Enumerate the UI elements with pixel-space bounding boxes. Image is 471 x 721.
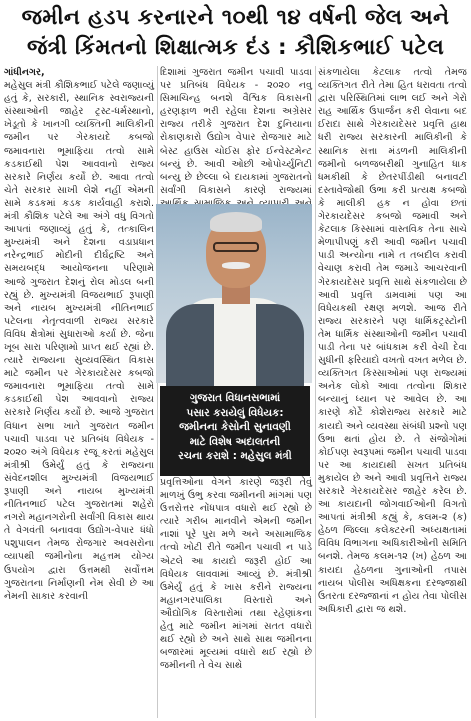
article-text-column-3: સંકળાયેલા કેટલાક તત્વો તેમજ વ્યક્તિગત રીતે તેમા હિત ધરાવતા તત્વો દ્વારા પરિસ્થિતિમાં લાભ લઈ અને ગેરો રાહ આર્થિક ઉપાર્જન કરી લેવાના બદ ઈરાદા સાથે ગેરકાયદેસર પ્રવૃત્તિ હાથ ધરી રાજ્ય સરકારની માલિકીની કે સ્થાનિક સત્તા મંડળની માલિકીની જમીનો બળજબરીથી ગુનાહિત ધાક ધમકીથી કે છેતરપીંડીથી બનાવટી દસ્તાવેજોથી ઉભા કરી પ્રત્યક્ષ કબજો કે માલીકી હક ન હોવા છતાં ગેરકાયદેસર કબજો જમાવી અને કેટલાક કિસ્સામાં વાસ્તવિક તેના સાચે મેળાપીપણું કરી આવી જમીન પચાવી પાડી અન્યોના નામે ત તબદીલ કરાવી વેચાણ કરાવી તેમ જમાડે આચરવાની ગેરકાયદેસર પ્રવૃત્તિ સાથે સંકળાયેલા છે આવી પ્રવૃત્તિ ડામવામાં પણ આ વિધેયકથી રક્ષણ મળશે. આજ રીતે રાજ્ય સરકારને પણ ધાર્મિકટ્રસ્ટોની તેમ ધાર્મિક સંસ્થાઓની જમીન પચાવી પાડી તેના પર બાંધકામ કરી વેચી દેવા સુધીની ફરિયાદો વખતો વખત મળેલ છે. વ્યક્તિગત કિસ્સાઓમાં પણ રાજ્યમાં અનેક લોકો આવા તત્વોના શિકાર બન્યાનું ધ્યાન પર આવેલ છે. આ કારણે કોર્ટે કોશેરાજ્ય સરકારે માટે કાયદો અને વ્યવસ્થા સંબંધી પ્રશ્નો પણ ઉભા થતાં હોય છે. તે સંજોગોમાં કોઈપણ સ્વરૂપમાં જમીન પચાવી પાડવા પર આ કાયદાથી સખત પ્રતિબંધ મુકાયેલ છે અને આવી પ્રવૃત્તિને રાજ્ય સરકારે ગેરકાયદેસર જાહેર કરેલ છે. આ કાયદાની જોગવાઈઓની વિગતો આપતાં મંત્રીશ્રી કહ્યું કે, કલમ-૨ (ક) હેઠળ જિલ્લા કલેક્ટરની અધ્યક્ષતામાં વિવિધ વિભાગના અધિકારીઓની સમિતિ બનશે. તેમજ કલમ-૧૨ (ખ) હેઠળ આ કાયદા હેઠળના ગુનાઓની તપાસ નાયબ પોલીસ અધિક્ષકના દરજ્જાથી ઉતરતા દરજ્જાનાં ન હોય તેવા પોલીસ અધિકારી દ્વારા જ થશે.: [318, 67, 467, 615]
caption-line: જમીનના કેસોની સુનાવણી: [179, 421, 291, 433]
column-divider: [157, 66, 158, 718]
headline-line-2: જંત્રી કિંમતનો શિક્ષાત્મક દંડ : કૌશિકભાઈ પટેલ: [26, 35, 445, 60]
headline-line-1: જમીન હડપ કરનારને ૧૦થી ૧૪ વર્ષની જેલ અને: [21, 5, 450, 30]
caption-line: ગુજરાત વિધાનસભામાં: [189, 392, 281, 404]
article-text-column-2-bottom: પ્રવૃત્તિઓના વેગને કારણે જરૂરી તેવું માળખું ઉભુ કરવા જમીનની માંગમાં પણ ઉત્તરોત્તર નોંધપાત્ર વધારો થઈ રહ્યો છે ત્યારે ગરીબ માનવીને એમની જમીન નાશાં પૂરે પુરા મળે અને અસામાજિક તત્વો ખોટી રીતે જમીન પચાવી ન પાડે એટલે આ કાયદો જરૂરી હોઈ આ વિધેયક લાવવામાં આવ્યું છે. મંત્રીશ્રી ઉમેર્યું હતું કે ખાસ કરીને રાજ્યના મહાનગરપાલિકા વિસ્તારો અને ઔદ્યોગિક વિસ્તારોમાં તથા રહેણાંકના હેતુ માટે જમીન માંગમાં સતત વધારો થઈ રહ્યો છે અને સાથે સાથ જમીનના બજારમાં મૂલ્યમાં વધારો થઈ રહ્યો છે જમીનની તે વેચ સાથે: [160, 477, 312, 672]
photo-caption-box: [160, 386, 310, 476]
article-text-column-1: મહેસુલ મંત્રી કૌશિકભાઈ પટેલે જણાવ્યું હતું કે, સરકારી, સ્થાનિક સ્વરાજ્યની સંસ્થાઓની જાહેર ટ્રસ્ટ-ધર્મસ્થાનો, ખેડૂતો કે ખાનગી વ્યક્તિની માલિકીની જમીન પર ગેરકાયદે કબજો જમાવનારા ભૂમાફિયા તત્વો સામે કડકાઈથી પેશ આવવાનો રાજ્ય સરકારે નિર્ણય કર્યો છે. આવા તત્વો ચેતે સરકાર સાખી લેશે નહીં એમની સામે કડકમાં કડક કાર્યવાહી કરાશે. મંત્રી કૌશિક પટેલે આ અંગે વધુ વિગતો આપતાં જણાવ્યું હતું કે, તત્કાલિન મુખ્યમંત્રી અને દેશના વડાપ્રધાન નરેન્દ્રભાઈ મોદીની દીર્ઘદ્રષ્ટિ અને સમયબદ્ધ આયોજનના પરિણામે આજે ગુજરાત દેશનું રોલ મોડલ બની રહ્યું છે. મુખ્યમંત્રી વિજયભાઈ રૂપાણી અને નાયબ મુખ્યમંત્રી નીતિનભાઈ પટેલના નેતૃત્વવાળી રાજ્ય સરકારે વિવિધ ક્ષેત્રોમાં સુધારાઓ કર્યા છે. જેના ખૂબ સારા પરિણામો પ્રાપ્ત થઈ રહ્યાં છે. ત્યારે રાજ્યના સુવ્યવસ્થિત વિકાસ માટે જમીન પર ગેરકાયદેસર કબજો જમાવનારા ભૂમાફિયા તત્વો સામે કડકાઈથી પેશ આવવાનો રાજ્ય સરકારે નિર્ણય કર્યો છે. આજે ગુજરાત વિધાન સભા ખાતે ગુજરાત જમીન પચાવી પાડવા પર પ્રતિબંધ વિધેયક - ૨૦૨૦ અંગે વિધેયક રજૂ કરતાં મહેસુલ મંત્રીશ્રી ઉમેર્યું હતું કે રાજ્યના સંવેદનશીલ મુખ્યમંત્રી વિજયભાઈ રૂપાણી અને નાયબ મુખ્યમંત્રી નીતિનભાઈ પટેલ ગુજરાતમાં શહેરો નગરો મહાનગરોની સર્વાંગી વિકાસ થાય તે વેગવંતી બનાવવા ઉદ્યોગ-વેપાર ધંધો પશુપાલન તેમજ રોજગાર અવસરોના વ્યાપથી જમીનોના મહત્તમ યોગ્ય ઉપયોગ દ્વારા ઉત્તમથી સર્વોત્તમ ગુજરાતના નિર્માણની નેમ સેવી છે આ નેમની સાકાર કરવાની: [4, 80, 154, 602]
caption-line: રચના કરાશે : મહેસુલ મંત્રી: [178, 450, 292, 462]
column-divider: [315, 66, 316, 718]
article-column-1: [4, 66, 154, 718]
dateline: ગાંધીનગર,: [4, 67, 45, 78]
headline: [4, 3, 467, 63]
article-text-column-2-top: દિશામાં ગુજરાત જમીન પચાવી પાડવા પર પ્રતિબંધ વિધેયક - ૨૦૨૦ નવુ સિમાચિન્હ બનશે વૈશ્વિક વિકાસની હરણફાળ ભરી રહેલા દેશના અગ્રેસર રાજ્ય તરીકે ગુજરાત દેશ દુનિયાના રોકાણકારો ઉદ્યોગ વેપાર રોજગાર માટે બેસ્ટ હાઉસ ચોઈસ ફોર ઈન્વેસ્ટમેન્ટ બન્યું છે. આવી ઓછી ઓપોર્ચ્યુનિટી બન્યુ છે છેલ્લા બે દાયકામાં ગુજરાતનો સર્વાંગી વિકાસને કારણે રાજ્યમાં: [160, 67, 312, 196]
caption-line: પસાર કરાયેલું વિધેયક:: [186, 406, 284, 419]
caption-line: માટે વિશેષ અદાલતની: [189, 435, 281, 448]
minister-photo: [156, 204, 312, 383]
article-column-3: [318, 66, 467, 718]
